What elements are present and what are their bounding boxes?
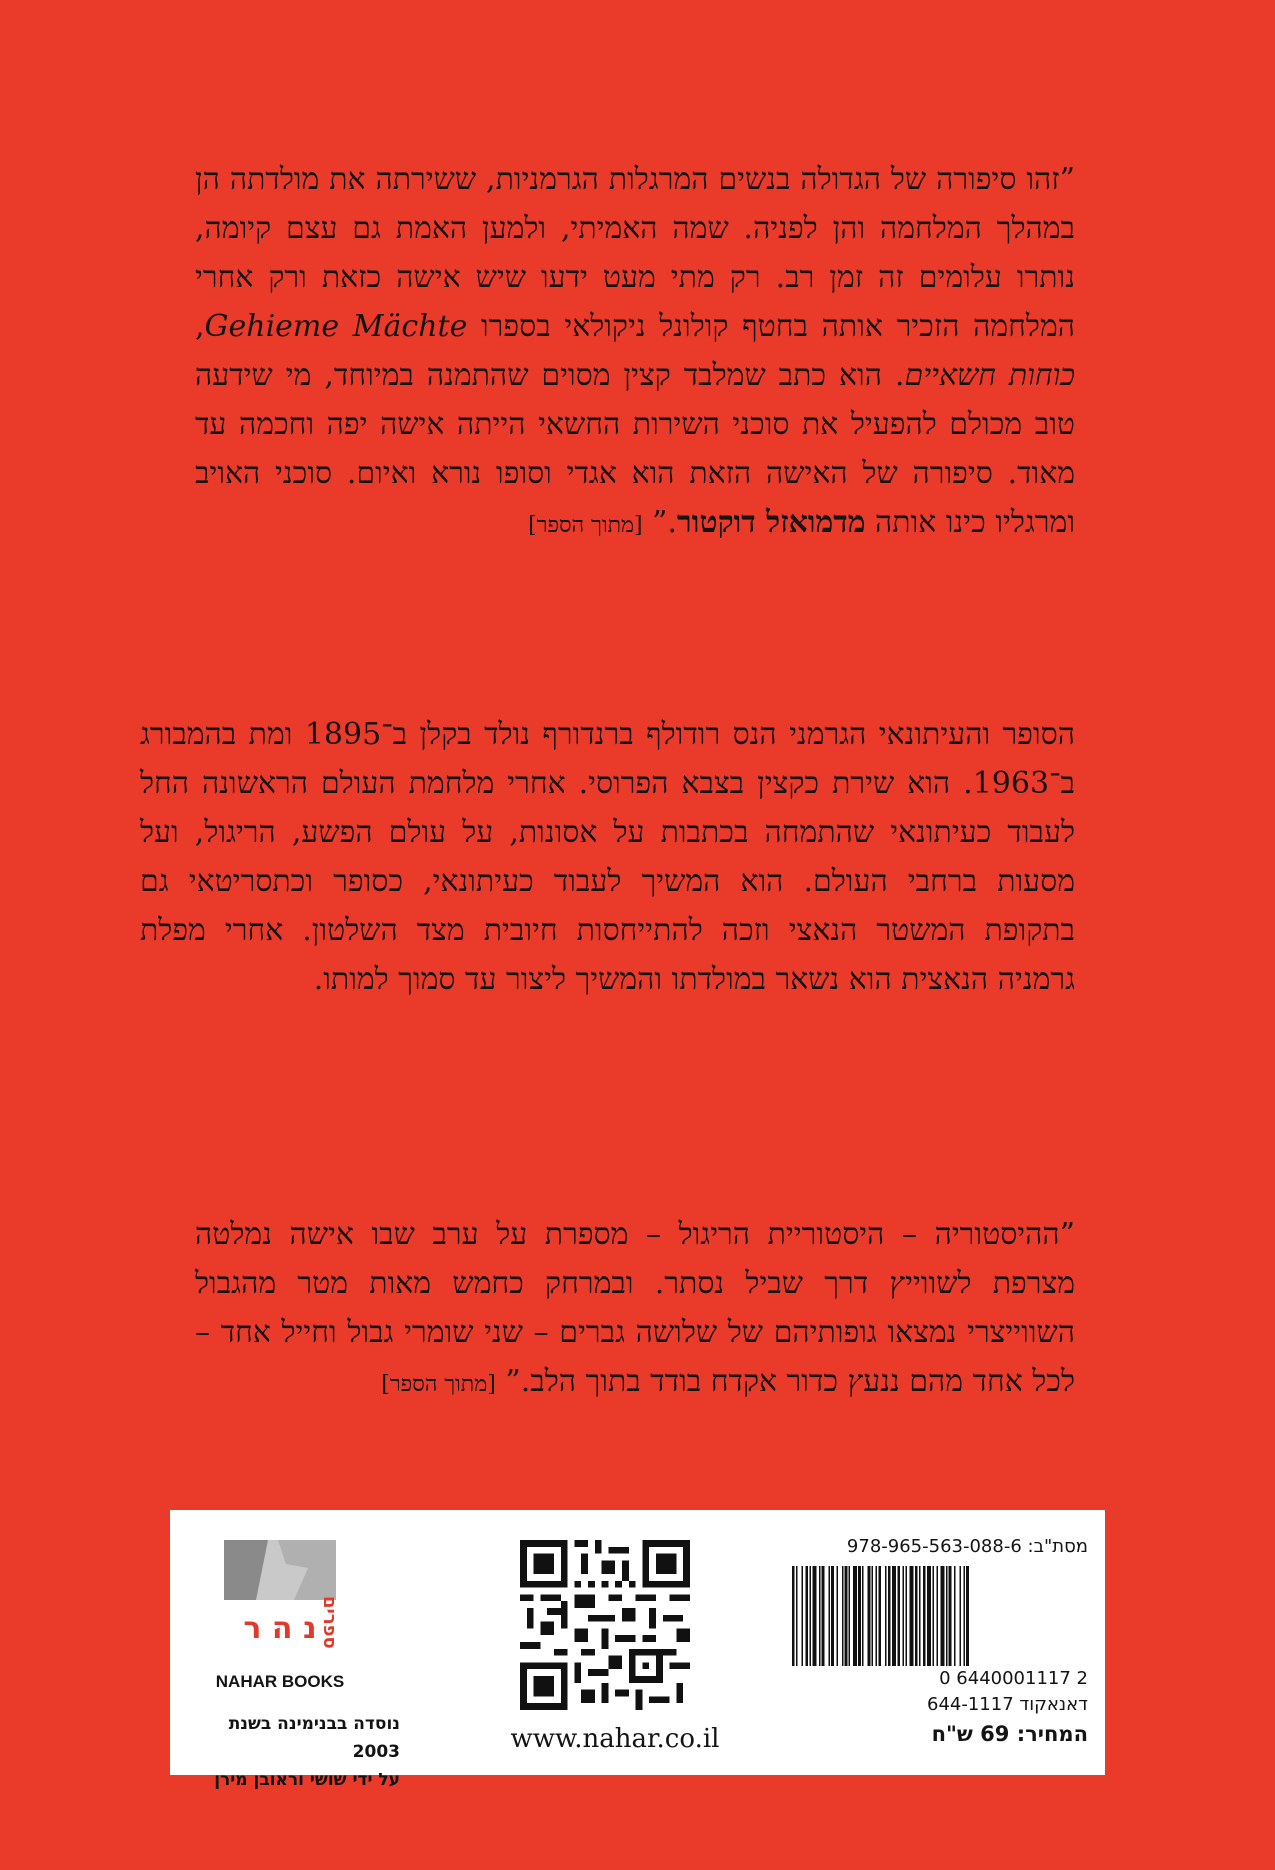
svg-text:נ ה ר: נ ה ר	[243, 1611, 317, 1646]
publisher-website-link[interactable]: www.nahar.co.il	[510, 1724, 720, 1754]
back-cover-quote-2	[195, 1210, 1075, 1409]
back-cover-quote-1	[195, 155, 1075, 550]
founded-line-2: על ידי שושי וראובן מירן	[214, 1770, 400, 1790]
publisher-logo-icon	[220, 1538, 340, 1666]
quote1-nickname: מדמואזל דוקטור	[677, 505, 866, 540]
price-label: המחיר: 69 ש"ח	[931, 1722, 1088, 1746]
qr-code-icon[interactable]	[520, 1540, 690, 1710]
barcode-icon	[790, 1566, 1085, 1666]
quote1-middle: . הוא כתב שמלבד קצין מסוים שהתמנה במיוחד, מי שידעה טוב מכולם להפעיל את סוכני השירות החשאי הייתה אישה יפה וחכמה עד מאוד. סיפורה של האישה הזאת הוא אגדי וסופו נורא ואיום. סוכני האויב ומרגליו כינו אותה	[195, 358, 1075, 540]
quote2-source: [מתוך הספר]	[381, 1372, 496, 1397]
quote1-foreign-title: Gehieme Mächte	[204, 309, 468, 344]
quote1-hebrew-title: כוחות חשאיים	[904, 358, 1075, 393]
ean-number: 0 6440001117 2	[939, 1668, 1088, 1689]
publisher-info-panel	[170, 1510, 1105, 1790]
isbn-label: מסת"ב: 978-965-563-088-6	[846, 1536, 1088, 1557]
publisher-founded	[190, 1710, 400, 1794]
quote1-source: [מתוך הספר]	[528, 513, 643, 538]
svg-text:ספרים: ספרים	[319, 1596, 340, 1649]
author-bio: הסופר והעיתונאי הגרמני הנס רודולף ברנדורף נולד בקלן ב־1895 ומת בהמבורג ב־1963. הוא שירת כקצין בצבא הפרוסי. אחרי מלחמת העולם הראשונה החל לעבוד כעיתונאי שהתמחה בכתבות על אסונות, על עולם הפשע, הריגול, ועל מסעות ברחבי העולם. הוא המשיך לעבוד כעיתונאי, כסופר וכתסריטאי גם בתקופת המשטר הנאצי וזכה להתייחסות חיובית מצד השלטון. אחרי מפלת גרמניה הנאצית הוא נשאר במולדתו והמשיך ליצור עד סמוך למותו.	[140, 717, 1075, 997]
danacode-label: דאנאקוד 644-1117	[927, 1694, 1088, 1715]
quote1-end: .”	[642, 505, 678, 540]
founded-line-1: נוסדה בבנימינה בשנת 2003	[228, 1714, 400, 1762]
quote2-text: ”ההיסטוריה – היסטוריית הריגול – מספרת על ערב שבו אישה נמלטה מצרפת לשווייץ דרך שביל נסתר. ובמרחק כחמש מאות מטר מהגבול השווייצרי נמצאו גופותיהם של שלושה גברים – שני שומרי גבול וחייל אחד – לכל אחד מהם ננעץ כדור אקדח בודד בתוך הלב.”	[195, 1217, 1075, 1399]
quote1-comma: ,	[195, 309, 205, 344]
publisher-name: NAHAR BOOKS	[215, 1672, 345, 1691]
quote1-text: ”זהו סיפורה של הגדולה בנשים המרגלות הגרמניות, ששירתה את מולדתה הן במהלך המלחמה והן לפניה. שמה האמיתי, ולמען האמת גם עצם קיומה, נותרו עלומים זה זמן רב. רק מתי מעט ידעו שיש אישה כזאת ורק אחרי המלחמה הזכיר אותה בחטף קולונל ניקולאי בספרו	[195, 162, 1075, 344]
